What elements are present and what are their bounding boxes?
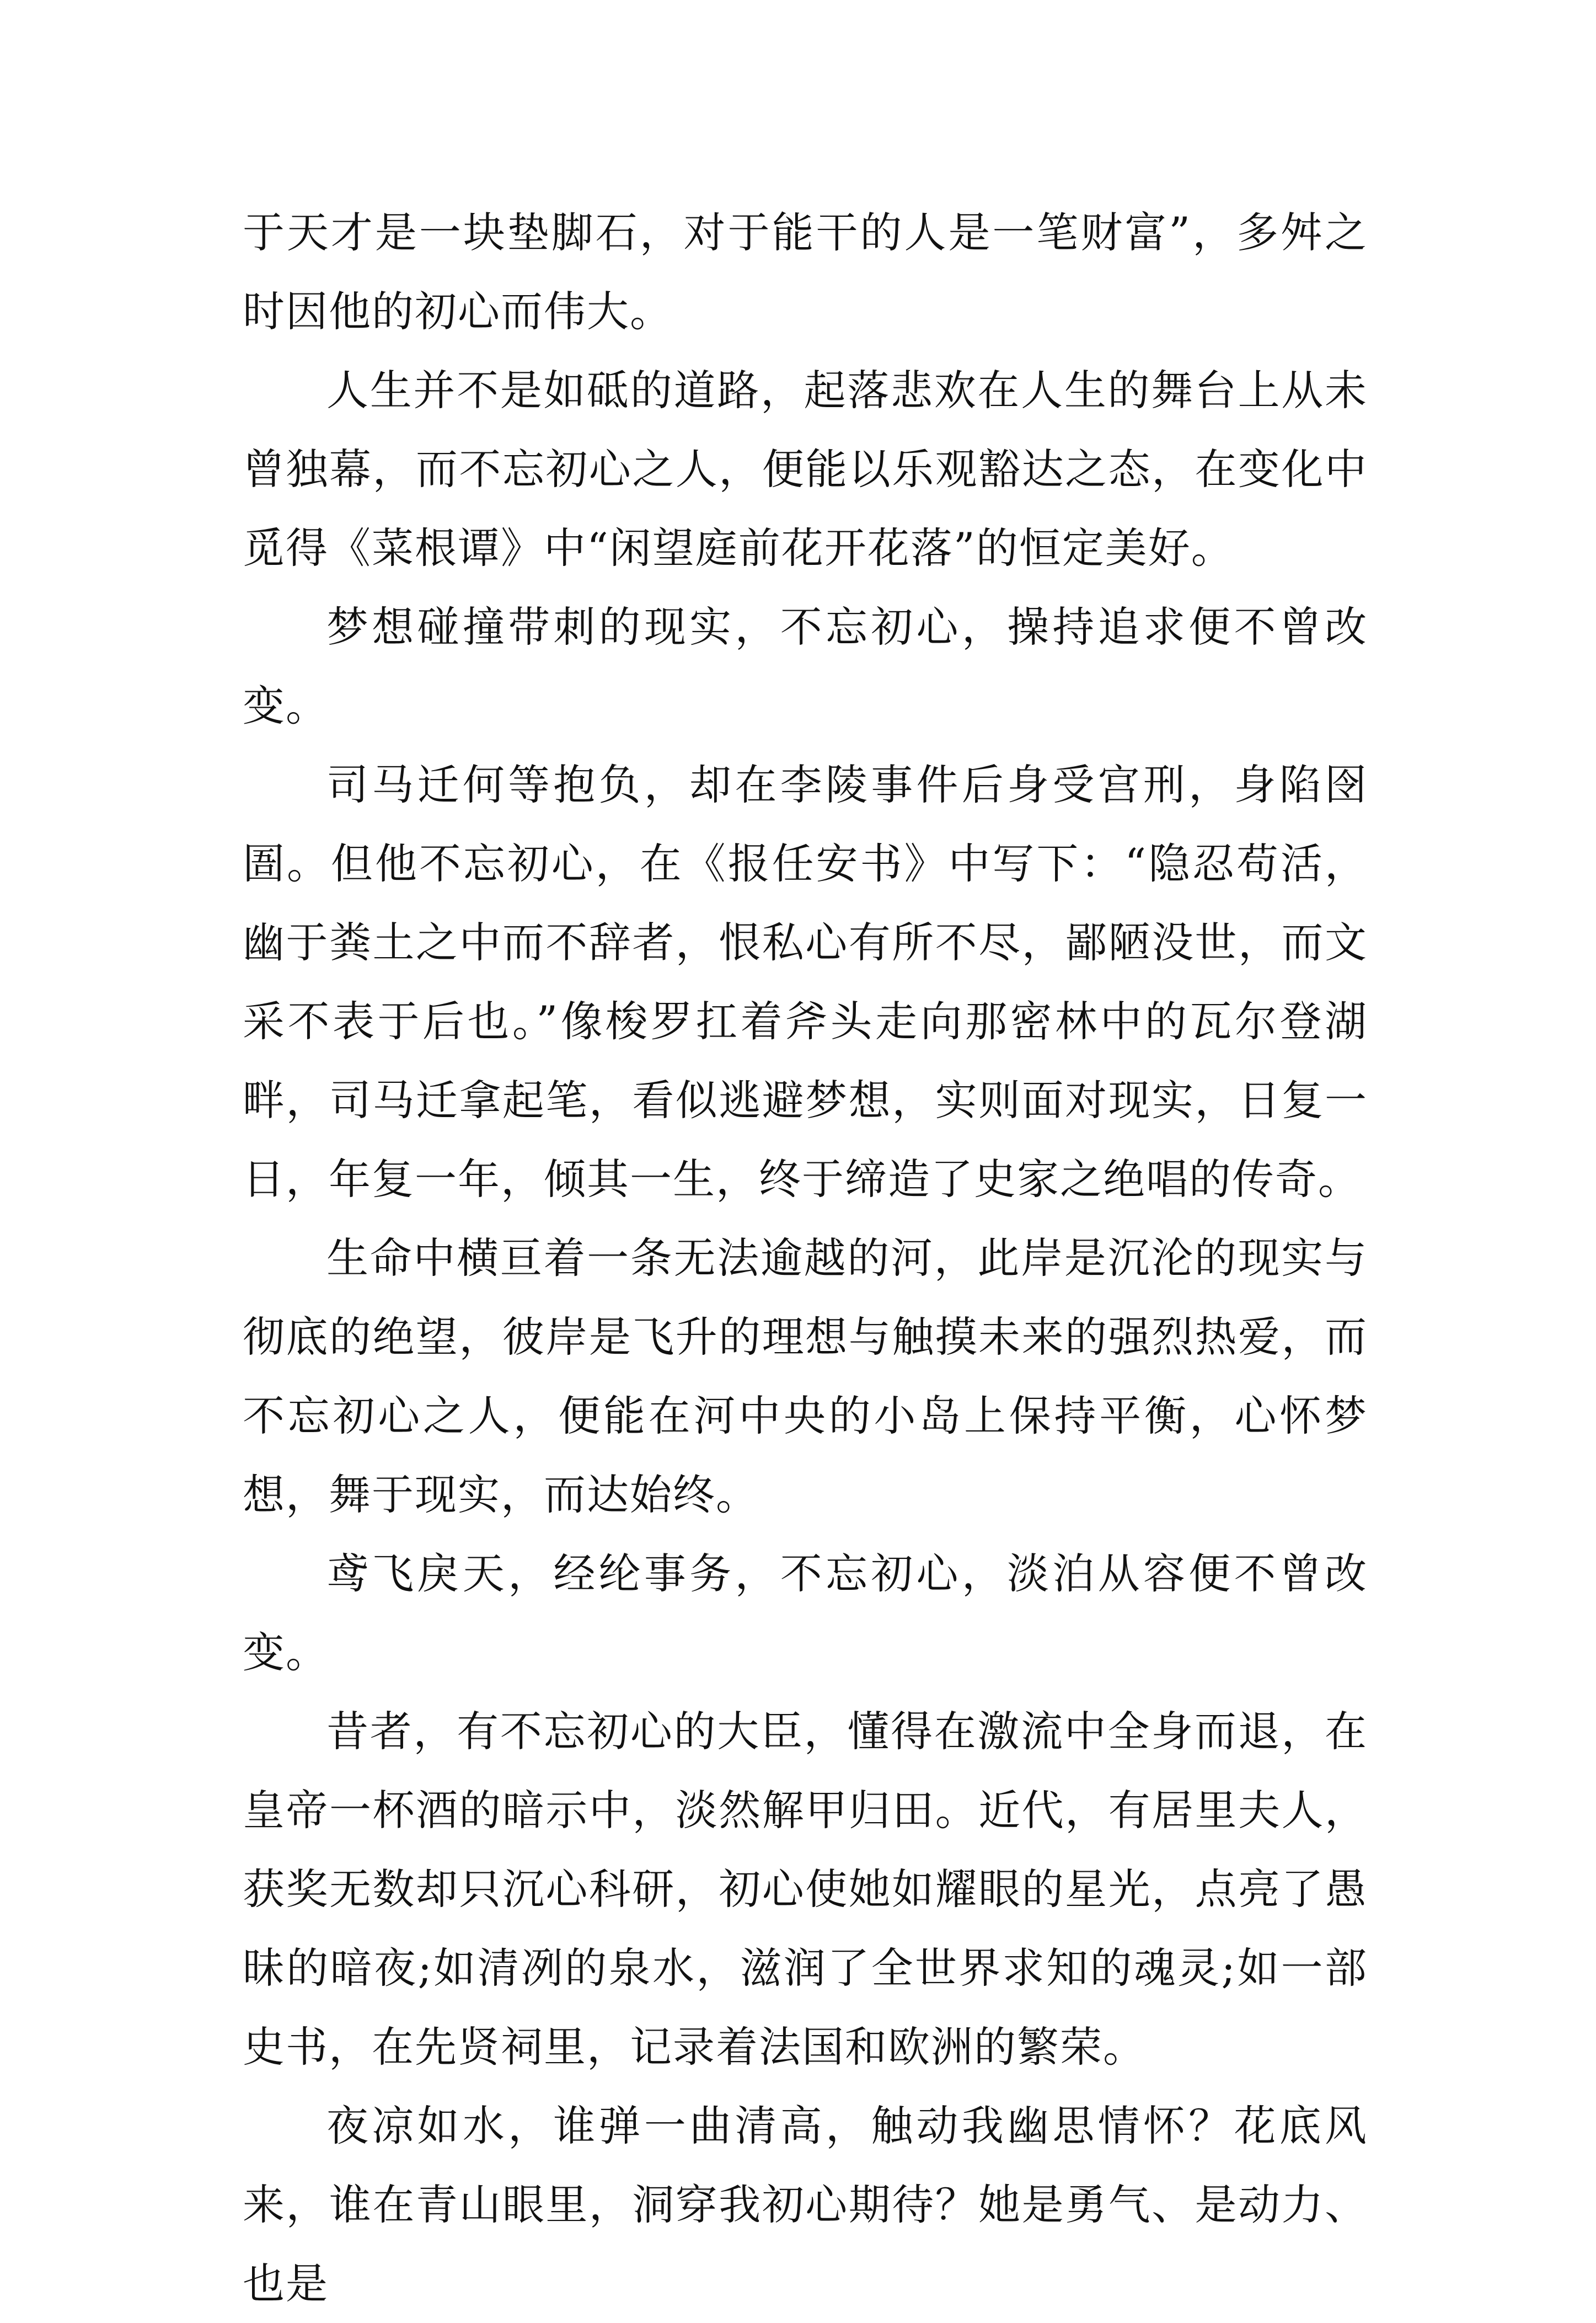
- paragraph-7: 昔者，有不忘初心的大臣，懂得在激流中全身而退，在皇帝一杯酒的暗示中，淡然解甲归田。近代，有居里夫人，获奖无数却只沉心科研，初心使她如耀眼的星光，点亮了愚昧的暗夜;如清冽的泉水，滋润了全世界求知的魂灵;如一部史书，在先贤祠里，记录着法国和欧洲的繁荣。: [243, 1707, 1368, 2071]
- paragraph-6: 鸢飞戾天，经纶事务，不忘初心，淡泊从容便不曾改变。: [243, 1549, 1368, 1677]
- paragraph-5: 生命中横亘着一条无法逾越的河，此岸是沉沦的现实与彻底的绝望，彼岸是飞升的理想与触摸未来的强烈热爱，而不忘初心之人，便能在河中央的小岛上保持平衡，心怀梦想，舞于现实，而达始终。: [243, 1233, 1368, 1519]
- paragraph-2: 人生并不是如砥的道路，起落悲欢在人生的舞台上从未曾独幕，而不忘初心之人，便能以乐观豁达之态，在变化中觅得《菜根谭》中“闲望庭前花开花落”的恒定美好。: [243, 366, 1368, 573]
- paragraph-1: 于天才是一块垫脚石，对于能干的人是一笔财富”，多舛之时因他的初心而伟大。: [243, 208, 1368, 336]
- paragraph-8: 夜凉如水，谁弹一曲清高，触动我幽思情怀？花底风来，谁在青山眼里，洞穿我初心期待？她是勇气、是动力、也是: [243, 2101, 1368, 2308]
- paragraph-4: 司马迁何等抱负，却在李陵事件后身受宫刑，身陷囹圄。但他不忘初心，在《报任安书》中写下：“隐忍苟活，幽于粪土之中而不辞者，恨私心有所不尽，鄙陋没世，而文采不表于后也。”像梭罗扛着斧头走向那密林中的瓦尔登湖畔，司马迁拿起笔，看似逃避梦想，实则面对现实，日复一日，年复一年，倾其一生，终于缔造了史家之绝唱的传奇。: [243, 760, 1368, 1204]
- document-page: [243, 193, 1368, 2323]
- paragraph-3: 梦想碰撞带刺的现实，不忘初心，操持追求便不曾改变。: [243, 602, 1368, 730]
